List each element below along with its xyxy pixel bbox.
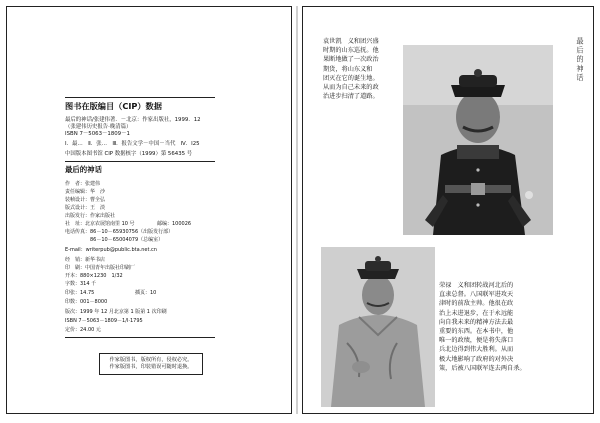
credit-phone-2: 86－10－65004079（总编室） xyxy=(65,237,164,243)
credit-phone-1: 电话传真：86－10－65930756（出版发行部） xyxy=(65,229,174,235)
rights-notice-line: 作家版图书，版权所有，侵权必究。 xyxy=(109,357,193,363)
caption-line: 果断地做了一次政治 xyxy=(323,56,379,64)
credit-printer: 印 刷：中国青年出版社印刷厂 xyxy=(65,265,136,271)
portrait-illustration xyxy=(403,45,553,235)
credit-publisher: 出版发行：作家出版社 xyxy=(65,213,116,219)
credit-format: 开本：880×1230 1/32 xyxy=(65,273,123,279)
caption-line: 向自我未来的精神方法去最 xyxy=(439,318,514,326)
credit-plates: 插页：10 xyxy=(135,290,157,296)
rights-notice-line: 作家版图书，印装错误可随时退换。 xyxy=(109,364,193,370)
caption-line: 治上未进退步，在于永远能 xyxy=(439,309,514,317)
book-title: 最后的神话 xyxy=(65,165,102,174)
portrait-photo-ronglu xyxy=(321,247,435,407)
credit-editor: 责任编辑：华 沙 xyxy=(65,189,106,195)
rights-notice-box xyxy=(99,353,203,375)
caption-line: 荣禄 义和团转战河北后的 xyxy=(439,282,514,289)
credit-email: E-mail：writerpub@public.bta.net.cn xyxy=(65,247,157,253)
cip-title: 图书在版编目（CIP）数据 xyxy=(65,101,162,111)
credit-print-run: 印数：001－8000 xyxy=(65,299,108,305)
caption-line: 兵北边得到伟大胜利。从而 xyxy=(439,346,514,354)
running-head: 最后的神话 xyxy=(576,37,585,83)
credit-address: 社 址：北京农展馆南里 10 号 xyxy=(65,221,135,227)
cip-line: （张建伟历史报告·晚清篇） xyxy=(65,124,132,130)
book-spine xyxy=(296,6,298,414)
cip-line: Ⅰ．最… Ⅱ．张… Ⅲ．报告文学－中国－当代 Ⅳ．I25 xyxy=(65,141,200,147)
caption-line: 团灭在它的诞生地。 xyxy=(323,74,379,82)
caption-yuan-shikai xyxy=(323,37,401,101)
portrait-photo-yuan-shikai xyxy=(403,45,553,235)
caption-line: 策，后被八国联军连去两自杀。 xyxy=(439,364,526,372)
credit-author: 作 者：张建伟 xyxy=(65,181,101,187)
mid-rule xyxy=(65,161,215,162)
bottom-rule xyxy=(65,337,215,338)
credit-sheets: 印张：14.75 xyxy=(65,290,95,296)
top-rule xyxy=(65,97,215,98)
caption-line: 直隶总督。八国联军进攻天 xyxy=(439,291,514,299)
right-page xyxy=(302,6,594,414)
cip-line: 最后的神话/张建伟著．－北京：作家出版社，1999．12 xyxy=(65,117,201,123)
caption-line: 治进步扫清了道路。 xyxy=(323,93,379,101)
credit-postcode: 邮编：100026 xyxy=(157,221,192,227)
caption-line: 从而为自己未来的政 xyxy=(323,84,379,92)
caption-line: 期货，将山东义和 xyxy=(323,65,373,73)
credit-word-count: 字数：314 千 xyxy=(65,281,97,287)
cip-line: 中国版本图书馆 CIP 数据核字（1999）第 56435 号 xyxy=(65,151,193,157)
credit-isbn: ISBN 7－5063－1809－1/Ⅰ·1795 xyxy=(65,318,143,324)
cip-line: ISBN 7－5063－1809－1 xyxy=(65,131,130,137)
credit-price: 定价：24.00 元 xyxy=(65,327,101,333)
portrait-illustration xyxy=(321,247,435,407)
caption-line: 时期的山东巡抚。他 xyxy=(323,47,379,55)
credit-layout-design: 版式设计：王 淡 xyxy=(65,205,106,211)
caption-line: 重要的东西。在本书中，他 xyxy=(439,328,514,336)
credit-edition: 版次：1999 年 12 月北京第 1 版第 1 次印刷 xyxy=(65,309,167,315)
credit-cover-design: 装帧设计：曹全弘 xyxy=(65,197,106,203)
caption-line: 极大地影响了政府的对外决 xyxy=(439,355,514,363)
caption-ronglu xyxy=(439,281,535,373)
caption-line: 袁世凯 义和团兴盛 xyxy=(323,38,379,45)
caption-line: 津时的前敌主帅。他很在政 xyxy=(439,300,514,308)
left-page xyxy=(6,6,292,414)
credit-distributor: 经 销：新华书店 xyxy=(65,257,106,263)
caption-line: 唯一的政绩，便是将失落口 xyxy=(439,337,514,345)
